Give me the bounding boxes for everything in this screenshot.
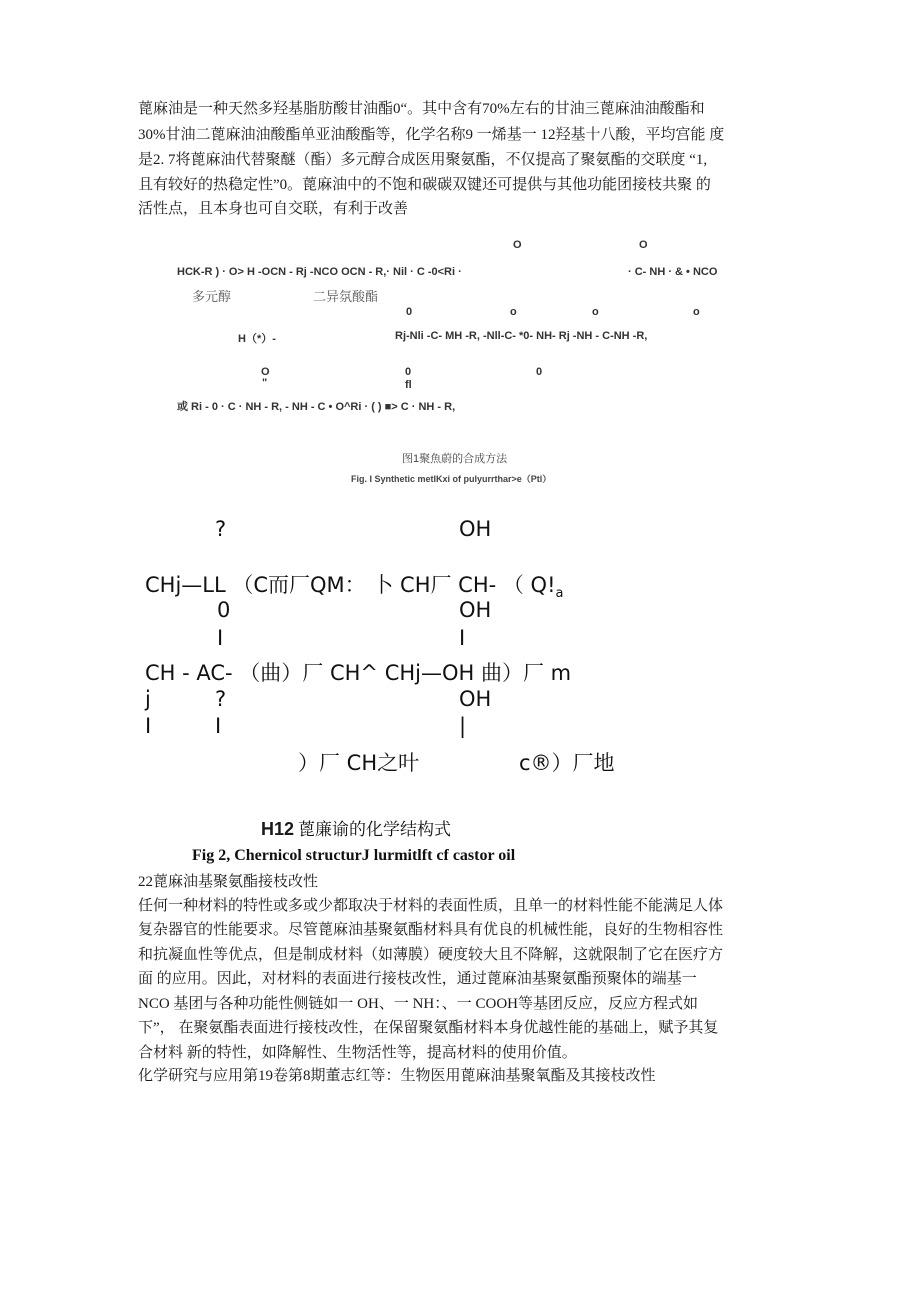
intro-line-1: 蓖麻油是一种天然多羟基脂肪酸甘油酯0“。其中含有70%左右的甘油三蓖麻油油酸酯和 [138,101,705,117]
intro-line-3: 是2. 7将蓖麻油代替聚醚（酯）多元醇合成医用聚氨酯，不仅提高了聚氨酯的交联度 “1, [138,152,708,168]
fig1-label-polyol: 多元醇 [192,289,232,304]
fig1-reaction-line: HCK-R ) · O> H -OCN - Rj -NCO OCN - R,· Nil · C -0<Ri · [177,266,462,278]
fig1-r5-oxygen-2: 0 [405,366,412,378]
fig2-question-mark: ? [215,517,227,541]
fig2-question-mark-2: ? [215,687,227,711]
fig2-bond-4: I [215,714,222,738]
section-line-3: 和抗凝血性等优点，但是制成材料（如薄膜）硬度较大且不降解，这就限制了它在医疗方 [138,947,724,963]
fig1-r3-oxygen-4: o [693,306,700,318]
fig1-oxygen-b: O [639,239,648,251]
fig2-chain-row-1 [145,569,563,601]
fig2-hydroxyl-2: OH [459,598,492,622]
section-line-7: 合材料 新的特性，如降解性、生物活性等，提高材料的使用价值。 [138,1045,577,1061]
fig2-hydroxyl-1: OH [459,517,492,541]
fig1-reaction-line-end: · C- NH · & • NCO [628,266,718,278]
fig2-j: j [145,687,151,711]
fig2-chain-row-2: CH - AC- （曲）厂 CH^ CHj—OH 曲）厂 m [145,661,572,685]
section-heading: 22蓖麻油基聚氨酯接枝改性 [138,874,319,890]
fig2-bond-5: | [459,714,467,738]
fig1-r5-double-bond: " [262,377,268,389]
running-footer: 化学研究与应用第19卷第8期董志红等：生物医用蓖麻油基聚氧酯及其接枝改性 [138,1068,656,1084]
section-line-2: 复杂器官的性能要求。尽管蓖麻油基聚氨酯材料具有优良的机械性能，良好的生物相容性 [138,922,724,938]
fig2-caption-cn [261,815,451,840]
intro-line-4: 且有较好的热稳定性”0。蓖麻油中的不饱和碳碳双键还可提供与其他功能团接枝共聚 的 [138,177,711,193]
fig1-caption-en: Fig. I Synthetic metIKxi of pulyurrthar>e（Ptl） [351,474,552,484]
fig1-product-chain: Rj-Nli -C- MH -R, -Nll-C- *0- NH- Rj -NH - C-NH -R, [395,330,648,342]
fig1-r5-oxygen-1: O [261,366,270,378]
fig1-alternative-route: 或 Ri - 0 · C · NH - R, - NH - C • O^Ri · ( ) ■> C · NH - R, [177,401,456,413]
fig2-zero: 0 [217,598,231,622]
fig2-caption-number: H12 [261,819,295,839]
fig2-caption-en: Fig 2, Chernicol structurJ lurmitlft cf castor oil [192,847,516,864]
fig1-label-diisocyanate: 二异氛酸酯 [313,289,379,304]
section-line-5: NCO 基团与各种功能性侧链如一 OH、一 NH：、一 COOH等基团反应，反应方程式如 [138,996,699,1012]
fig2-bond-1: I [217,626,224,650]
fig1-r5-fl: fl [405,379,412,391]
fig1-caption-cn: 图1聚魚蔚的合成方法 [402,453,508,465]
section-line-1: 任何一种材料的特性或多或少都取决于材料的表面性质，且单一的材料性能不能满足人体 [138,898,724,914]
fig2-chain-row-3b: c®）厂地 [519,751,615,775]
intro-line-5: 活性点，且本身也可自交联，有利于改善 [138,201,409,217]
fig2-bond-2: I [459,626,466,650]
fig2-hydroxyl-3: OH [459,687,492,711]
fig1-product-start: H（*）- [238,333,276,345]
fig1-r3-oxygen-3: o [592,306,599,318]
section-line-6: 下”， 在聚氨酯表面进行接枝改性，在保留聚氨酯材料本身优越性能的基础上，赋予其复 [138,1020,719,1036]
intro-line-2: 30%甘油二蓖麻油油酸酯单亚油酸酯等，化学名称9 一烯基一 12羟基十八酸，平均宫能 度 [138,127,725,143]
fig2-chain-row-3a: ）厂 CH之叶 [298,751,420,775]
fig2-bond-3: I [145,714,152,738]
fig2-chain-row-1-text: CHj—LL （C而厂QM： 卜 CH厂 CH- （ Q! [145,573,556,597]
fig1-r3-oxygen-1: 0 [406,306,413,318]
fig1-r3-oxygen-2: o [510,306,517,318]
fig1-r5-oxygen-3: 0 [536,366,543,378]
fig2-chain-row-1-sub: a [555,586,564,602]
section-line-4: 面 的应用。因此，对材料的表面进行接枝改性，通过蓖麻油基聚氨酯预聚体的端基一 [138,971,697,987]
fig1-oxygen-a: O [513,239,522,251]
fig2-caption-text: 蓖廉谕的化学结构式 [298,820,452,839]
